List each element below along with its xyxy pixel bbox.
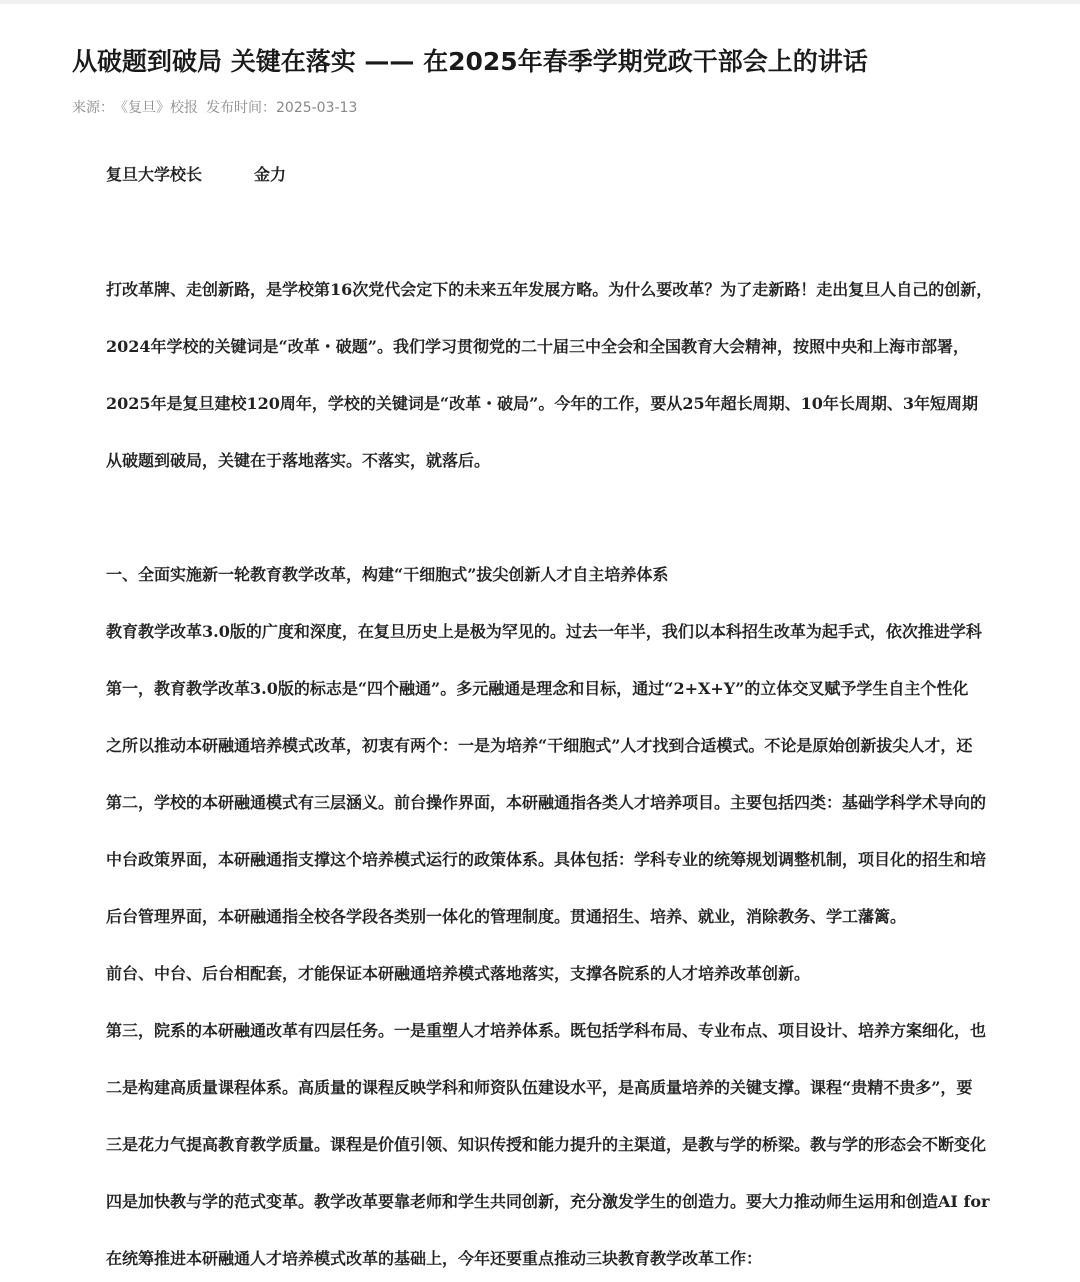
author-line (106, 161, 1024, 189)
author-name: 金力 (254, 165, 287, 184)
source-label: 来源： (72, 100, 114, 116)
paragraph: 后台管理界面，本研融通指全校各学段各类别一体化的管理制度。贯通招生、培养、就业，消除教务、学工藩篱。 (106, 907, 907, 926)
author-role: 复旦大学校长 (106, 165, 203, 184)
paragraph: 之所以推动本研融通培养模式改革，初衷有两个：一是为培养“干细胞式”人才找到合适模式。不论是原始创新拔尖人才，还 (106, 736, 973, 755)
paragraph: 从破题到破局，关键在于落地落实。不落实，就落后。 (106, 451, 491, 470)
article-body (106, 0, 1024, 1282)
date-label: 发布时间： (206, 100, 276, 116)
paragraph: 中台政策界面，本研融通指支撑这个培养模式运行的政策体系。具体包括：学科专业的统筹规划调整机制，项目化的招生和培 (106, 850, 987, 869)
paragraph: 2024年学校的关键词是“改革・破题”。我们学习贯彻党的二十届三中全会和全国教育大会精神，按照中央和上海市部署， (106, 337, 969, 356)
paragraph: 教育教学改革3.0版的广度和深度，在复旦历史上是极为罕见的。过去一年半，我们以本科招生改革为起手式，依次推进学科 (106, 622, 982, 641)
paragraph: 打改革牌、走创新路，是学校第16次党代会定下的未来五年发展方略。为什么要改革？为了走新路！走出复旦人自己的创新， (106, 280, 993, 299)
paragraph: 第一，教育教学改革3.0版的标志是“四个融通”。多元融通是理念和目标，通过“2+X+Y”的立体交叉赋予学生自主个性化 (106, 679, 969, 698)
paragraph: 二是构建高质量课程体系。高质量的课程反映学科和师资队伍建设水平，是高质量培养的关键支撑。课程“贵精不贵多”，要 (106, 1078, 973, 1097)
paragraph: 三是花力气提高教育教学质量。课程是价值引领、知识传授和能力提升的主渠道，是教与学的桥梁。教与学的形态会不断变化 (106, 1135, 987, 1154)
publish-date: 2025-03-13 (276, 100, 358, 116)
paragraph: 前台、中台、后台相配套，才能保证本研融通培养模式落地落实，支撑各院系的人才培养改革创新。 (106, 964, 811, 983)
article-title: 从破题到破局 关键在落实 —— 在2025年春季学期党政干部会上的讲话 (72, 47, 868, 76)
source-name: 《复旦》校报 (114, 100, 198, 116)
paragraph: 四是加快教与学的范式变革。教学改革要靠老师和学生共同创新，充分激发学生的创造力。要大力推动师生运用和创造AI for (106, 1192, 990, 1211)
section-heading: 一、全面实施新一轮教育教学改革，构建“干细胞式”拔尖创新人才自主培养体系 (106, 565, 669, 584)
paragraph: 第三，院系的本研融通改革有四层任务。一是重塑人才培养体系。既包括学科布局、专业布点、项目设计、培养方案细化，也 (106, 1021, 987, 1040)
paragraph: 第二，学校的本研融通模式有三层涵义。前台操作界面，本研融通指各类人才培养项目。主要包括四类：基础学科学术导向的 (106, 793, 987, 812)
paragraph: 在统筹推进本研融通人才培养模式改革的基础上，今年还要重点推动三块教育教学改革工作： (106, 1249, 763, 1268)
paragraph: 2025年是复旦建校120周年，学校的关键词是“改革・破局”。今年的工作，要从25年超长周期、10年长周期、3年短周期 (106, 394, 979, 413)
